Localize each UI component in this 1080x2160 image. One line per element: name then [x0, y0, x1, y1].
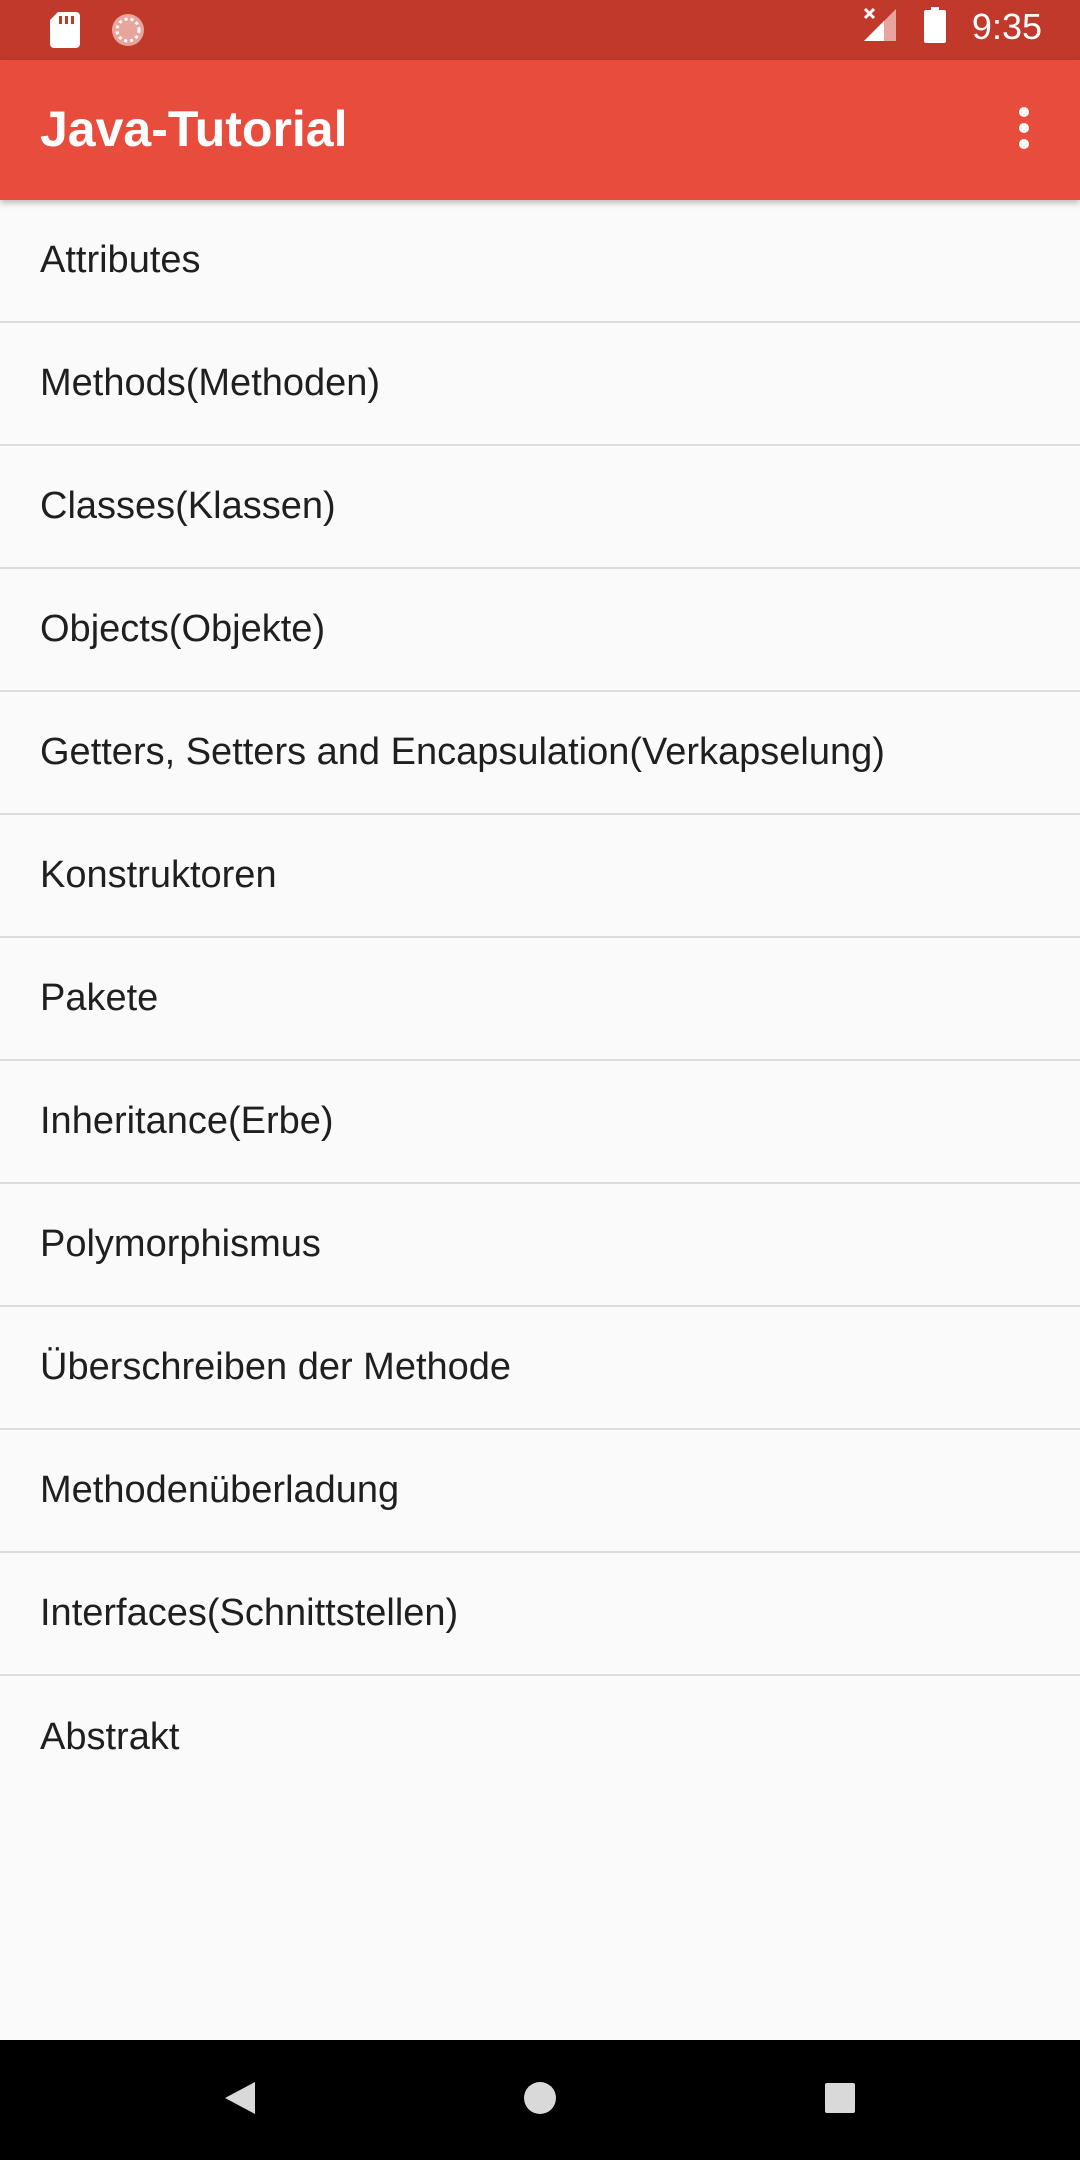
list-item-interfaces[interactable]: Interfaces(Schnittstellen): [0, 1553, 1080, 1676]
nav-recents-button[interactable]: [810, 2070, 870, 2130]
list-item-methodenueberladung[interactable]: Methodenüberladung: [0, 1430, 1080, 1553]
navigation-bar: [0, 2040, 1080, 2160]
list-item-pakete[interactable]: Pakete: [0, 938, 1080, 1061]
status-time: 9:35: [971, 6, 1042, 47]
status-bar: [0, 0, 1080, 60]
app-title: Java-Tutorial: [40, 101, 348, 157]
list-item-attributes[interactable]: Attributes: [0, 200, 1080, 323]
battery-icon: [924, 7, 946, 47]
list-item-getters-setters[interactable]: Getters, Setters and Encapsulation(Verkapselung): [0, 692, 1080, 815]
app-bar: [0, 60, 1080, 200]
home-icon: [522, 2080, 558, 2120]
sd-card-icon: [50, 12, 80, 52]
list-item-inheritance[interactable]: Inheritance(Erbe): [0, 1061, 1080, 1184]
list-item-ueberschreiben[interactable]: Überschreiben der Methode: [0, 1307, 1080, 1430]
list-item-methods[interactable]: Methods(Methoden): [0, 323, 1080, 446]
list-item-classes[interactable]: Classes(Klassen): [0, 446, 1080, 569]
recents-icon: [823, 2081, 857, 2119]
nav-home-button[interactable]: [510, 2070, 570, 2130]
list-item-objects[interactable]: Objects(Objekte): [0, 569, 1080, 692]
tutorial-list: [0, 200, 1080, 1799]
nav-back-button[interactable]: [210, 2070, 270, 2130]
overflow-menu-button[interactable]: [984, 90, 1064, 170]
list-item-polymorphismus[interactable]: Polymorphismus: [0, 1184, 1080, 1307]
sync-icon: [110, 12, 146, 52]
list-item-abstrakt[interactable]: Abstrakt: [0, 1676, 1080, 1799]
list-item-konstruktoren[interactable]: Konstruktoren: [0, 815, 1080, 938]
more-vert-icon: [1016, 106, 1032, 154]
status-right-icons: [862, 6, 1042, 48]
status-left-icons: [50, 12, 146, 52]
signal-off-icon: [862, 7, 898, 47]
back-icon: [223, 2080, 257, 2120]
